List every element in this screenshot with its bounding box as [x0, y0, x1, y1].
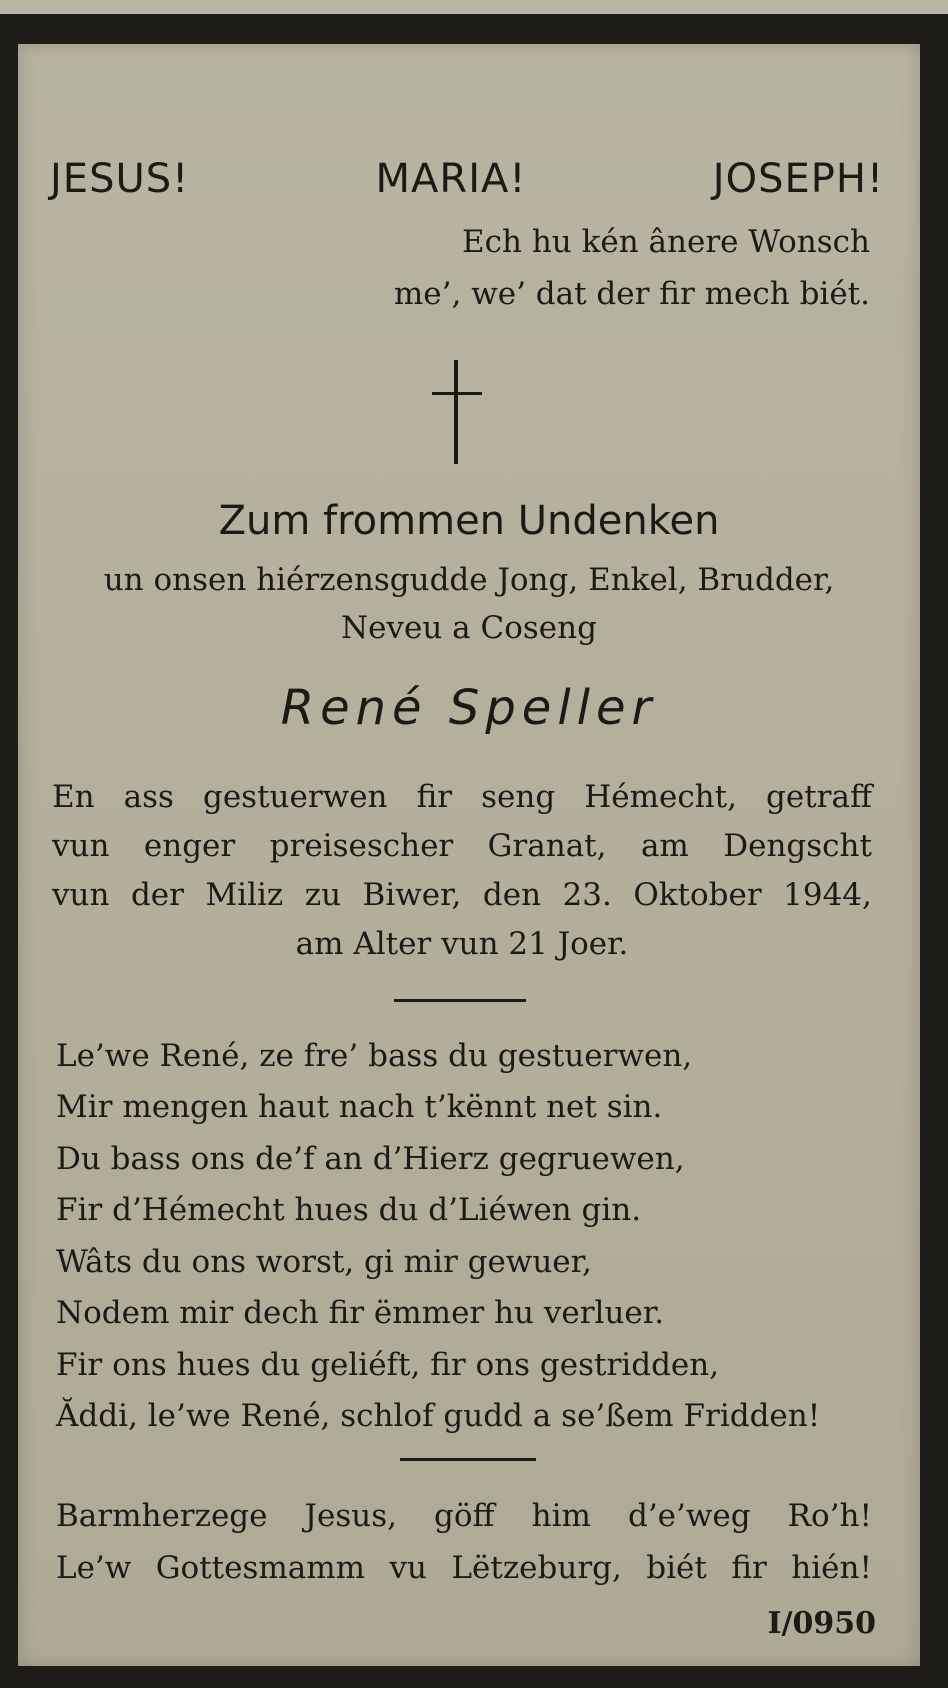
- name-maria: MARIA!: [375, 156, 527, 202]
- memorial-card: [18, 44, 920, 1666]
- notice-line-1: En ass gestuerwen fir seng Hémecht, getraff: [52, 778, 872, 815]
- memorial-heading: Zum frommen Undenken: [218, 498, 720, 544]
- death-notice: [52, 772, 872, 968]
- divider-1: [394, 999, 526, 1002]
- archive-code: I/0950: [767, 1606, 876, 1641]
- memorial-subline-2: Neveu a Coseng: [341, 610, 597, 646]
- prayer-line-2: Le’w Gottesmamm vu Lëtzeburg, biét fir hién!: [56, 1550, 872, 1586]
- poem: [56, 1030, 880, 1442]
- name-joseph: JOSEPH!: [712, 156, 884, 202]
- poem-line-1: Le’we René, ze fre’ bass du gestuerwen,: [56, 1037, 693, 1074]
- notice-line-3: vun der Miliz zu Biwer, den 23. Oktober 1944,: [52, 876, 872, 913]
- verse-line-1: Ech hu kén ânere Wonsch: [462, 224, 870, 260]
- memorial-subline-1: un onsen hiérzensgudde Jong, Enkel, Brudder,: [103, 562, 835, 598]
- poem-line-7: Fir ons hues du geliéft, fir ons gestridden,: [56, 1346, 720, 1383]
- notice-line-4: am Alter vun 21 Joer.: [295, 925, 629, 962]
- poem-line-5: Wâts du ons worst, gi mir gewuer,: [56, 1243, 592, 1280]
- deceased-name: René Speller: [280, 680, 658, 736]
- notice-line-2: vun enger preisescher Granat, am Dengscht: [52, 827, 872, 864]
- poem-line-8: Ăddi, le’we René, schlof gudd a se’ßem Fridden!: [56, 1398, 821, 1435]
- poem-line-6: Nodem mir dech fir ëmmer hu verluer.: [56, 1295, 665, 1332]
- prayer: [56, 1490, 872, 1594]
- poem-line-4: Fir d’Hémecht hues du d’Liéwen gin.: [56, 1192, 642, 1229]
- verse-line-2: me’, we’ dat der fir mech biét.: [393, 276, 870, 312]
- cross-icon: [432, 360, 482, 464]
- poem-line-3: Du bass ons de’f an d’Hierz gegruewen,: [56, 1140, 685, 1177]
- divider-2: [400, 1458, 536, 1461]
- name-jesus: JESUS!: [50, 156, 190, 202]
- holy-names: [50, 152, 884, 206]
- poem-line-2: Mir mengen haut nach t’kënnt net sin.: [56, 1089, 663, 1126]
- prayer-line-1: Barmherzege Jesus, göff him d’e’weg Ro’h!: [56, 1498, 872, 1534]
- backing-paper: [0, 0, 948, 14]
